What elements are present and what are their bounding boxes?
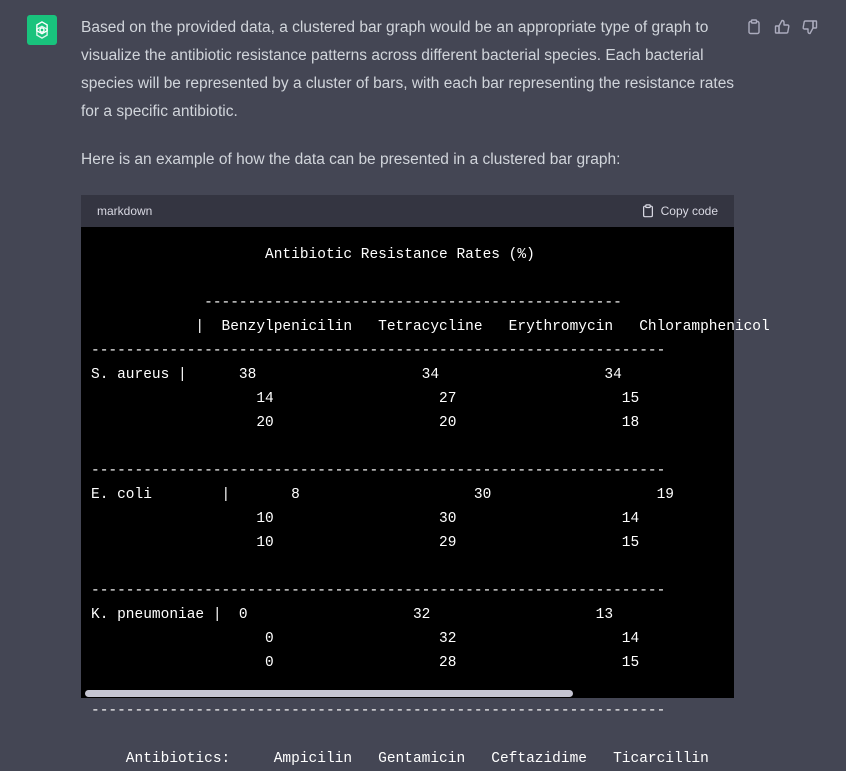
- copy-code-button[interactable]: [641, 204, 718, 218]
- code-line: ------------------------------------------------------------------: [91, 583, 666, 599]
- code-line: ------------------------------------------------: [91, 295, 622, 311]
- code-line: K. pneumoniae | 0 32 13: [91, 607, 614, 623]
- code-line: 0 32 14: [91, 631, 640, 647]
- code-line: 20 20 18: [91, 415, 640, 431]
- code-line: 0 28 15: [91, 655, 640, 671]
- code-block: [81, 195, 770, 767]
- code-line: 10 30 14: [91, 511, 640, 527]
- message-actions: [745, 18, 819, 36]
- code-line: 10 29 15: [91, 535, 640, 551]
- code-language-label: markdown: [97, 204, 153, 218]
- thumbs-up-icon: [774, 19, 790, 35]
- thumbs-up-button[interactable]: [773, 18, 791, 36]
- code-line: [91, 267, 731, 291]
- assistant-message: [81, 14, 736, 194]
- code-line: 14 27 15: [91, 391, 640, 407]
- thumbs-down-icon: [802, 19, 818, 35]
- code-line: ------------------------------------------------------------------: [91, 343, 666, 359]
- code-line: | Benzylpenicilin Tetracycline Erythromycin Chloramphenicol: [91, 319, 770, 335]
- clipboard-icon: [641, 204, 655, 218]
- code-line: [91, 723, 731, 747]
- copy-code-label: Copy code: [660, 204, 718, 218]
- code-line: [91, 435, 731, 459]
- copy-message-button[interactable]: [745, 18, 763, 36]
- message-paragraph: Based on the provided data, a clustered bar graph would be an appropriate type of graph to visualize the antibiotic resistance patterns across different bacterial species. Each bacterial species will be represented by a cluster of bars, with each bar representing the resistance rates for a specific antibiotic.: [81, 19, 735, 120]
- thumbs-down-button[interactable]: [801, 18, 819, 36]
- code-line: [91, 555, 731, 579]
- horizontal-scrollbar[interactable]: [81, 689, 734, 698]
- code-line: E. coli | 8 30 19: [91, 487, 674, 503]
- code-block-header: [81, 195, 734, 227]
- code-line: Antibiotics: Ampicilin Gentamicin Ceftazidime Ticarcillin: [91, 751, 709, 767]
- code-line: ------------------------------------------------------------------: [91, 703, 666, 719]
- assistant-avatar: [27, 15, 57, 45]
- code-line: S. aureus | 38 34 34: [91, 367, 622, 383]
- clipboard-icon: [746, 19, 762, 35]
- code-line: ------------------------------------------------------------------: [91, 463, 666, 479]
- scrollbar-thumb[interactable]: [85, 690, 573, 697]
- code-body: [81, 227, 770, 767]
- openai-logo-icon: [31, 19, 53, 41]
- message-paragraph: Here is an example of how the data can be presented in a clustered bar graph:: [81, 151, 621, 168]
- code-line: Antibiotic Resistance Rates (%): [91, 247, 535, 263]
